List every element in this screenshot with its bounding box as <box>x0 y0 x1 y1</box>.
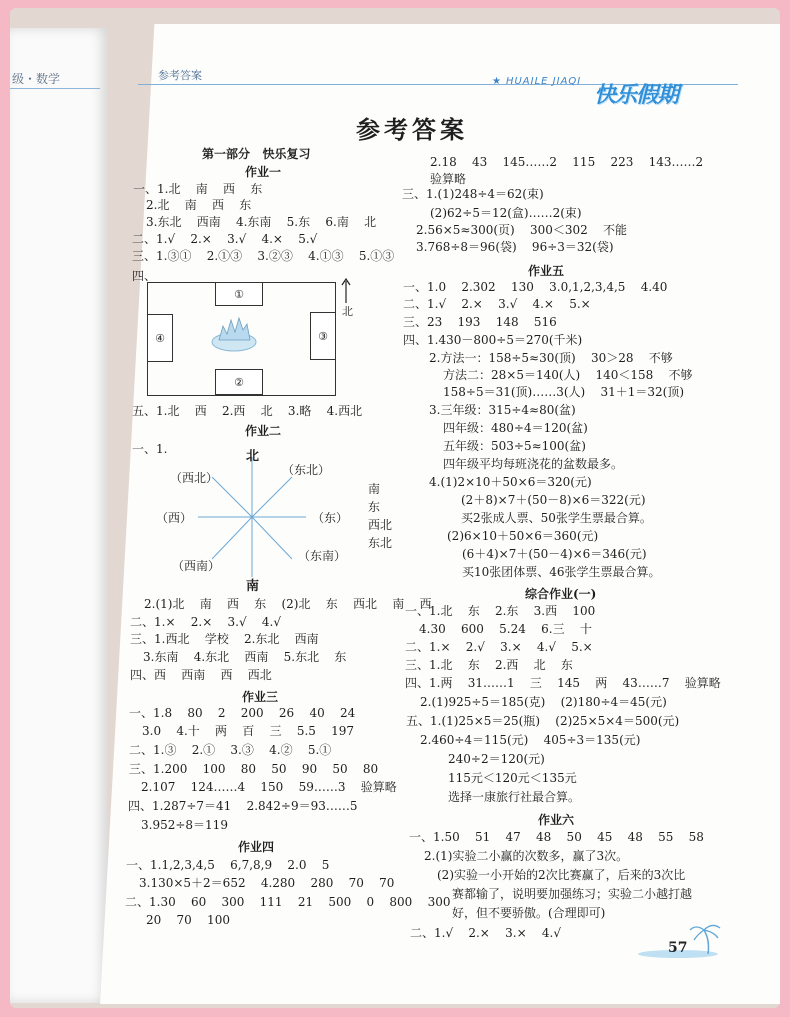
compass-east: （东） <box>312 511 349 525</box>
answer-line: 三、1.(1)248÷4＝62(束) <box>402 187 544 201</box>
answer-line: 2.18 43 145……2 115 223 143……2 <box>430 155 704 169</box>
answer-line: 2.460÷4＝115(元) 405÷3＝135(元) <box>420 733 641 747</box>
section-heading: 第一部分 快乐复习 <box>202 147 311 161</box>
answer-line: 三、1.北 东 2.西 北 东 <box>405 658 573 672</box>
answer-line: 20 70 100 <box>146 913 230 927</box>
answer-line: 选择一康旅行社最合算。 <box>448 790 581 804</box>
answer-line: 三、1.③① 2.①③ 3.②③ 4.①③ 5.①③ <box>132 249 395 263</box>
answer-line: 2.北 南 西 东 <box>146 198 252 212</box>
answer-line: 240÷2＝120(元) <box>448 752 545 766</box>
page-title: 参考答案 <box>356 115 468 144</box>
left-page-header: 级・数学 <box>12 72 61 86</box>
answer-line: (2)6×10＋50×6＝360(元) <box>447 529 599 543</box>
answer-line: 一、1. <box>132 442 168 456</box>
answer-line: 五、1.北 西 2.西 北 3.略 4.西北 <box>132 404 363 418</box>
answer-line: 四年级平均每班浇花的盆数最多。 <box>443 457 624 471</box>
palm-island-icon <box>638 920 738 960</box>
answer-line: 115元＜120元＜135元 <box>448 771 577 785</box>
answer-line: 3.952÷8＝119 <box>141 818 228 832</box>
answer-line: 一、1.8 80 2 200 26 40 24 <box>129 706 356 720</box>
fountain-icon <box>209 312 259 352</box>
answer-line: 一、1.1,2,3,4,5 6,7,8,9 2.0 5 <box>126 858 330 872</box>
field-box-right: ③ <box>310 312 336 360</box>
compass-south: 南 <box>246 579 260 594</box>
answer-line: (2)62÷5＝12(盒)……2(束) <box>430 206 582 220</box>
answer-line: 验算略 <box>430 172 467 186</box>
answer-line: 三、23 193 148 516 <box>403 315 557 329</box>
field-box-left: ④ <box>147 314 173 362</box>
answer-line: 好，但不要骄傲。(合理即可) <box>452 906 606 920</box>
answer-line: 二、1.× 2.√ 3.× 4.√ 5.× <box>405 640 593 654</box>
field-box-top: ① <box>215 282 263 306</box>
answer-line: 五、1.(1)25×5＝25(瓶) (2)25×5×4＝500(元) <box>406 714 680 728</box>
left-page <box>10 28 108 1003</box>
north-label: 北 <box>342 305 353 318</box>
compass-north: 北 <box>246 449 260 464</box>
answer-line: 三、1.200 100 80 50 90 50 80 <box>129 762 379 776</box>
answer-line: 2.(1)925÷5＝185(克) (2)180÷4＝45(元) <box>420 695 667 709</box>
answer-line: 买10张团体票、46张学生票最合算。 <box>462 565 661 579</box>
answer-line: 方法二：28×5＝140(人) 140＜158 不够 <box>443 368 693 382</box>
answer-line: 买2张成人票、50张学生票最合算。 <box>461 511 652 525</box>
answer-line: 四、西 西南 西 西北 <box>130 668 272 682</box>
brand-english-text: HUAILE JIAQI <box>505 76 582 87</box>
answer-line: 二、1.√ 2.× 3.√ 4.× 5.√ <box>132 232 318 246</box>
answer-line: 四、1.287÷7＝41 2.842÷9＝93……5 <box>128 799 358 813</box>
hw4-heading: 作业四 <box>238 840 275 854</box>
answer-line: 158÷5＝31(顶)……3(人) 31＋1＝32(顶) <box>443 385 685 399</box>
answer-line: 赛都输了，说明要加强练习；实验二小越打越 <box>452 887 693 901</box>
answer-line: 2.方法一：158÷5≈30(顶) 30＞28 不够 <box>429 351 673 365</box>
compass-se: （东南） <box>298 549 347 563</box>
answer-line: (2)实验一小开始的2次比赛赢了，后来的3次比 <box>437 868 686 882</box>
answer-line: 3.0 4.十 两 百 三 5.5 197 <box>142 724 355 738</box>
answer-line: 2.(1)北 南 西 东 (2)北 东 西北 南 西 <box>144 597 432 611</box>
answer-line: 一、1.50 51 47 48 50 45 48 55 58 <box>409 830 704 844</box>
answer-line: 四、1.430－800÷5＝270(千米) <box>403 333 583 347</box>
hw3-heading: 作业三 <box>242 690 279 704</box>
side-word: 南 <box>368 482 381 496</box>
star-icon: ★ <box>492 76 502 87</box>
answer-line: 二、1.√ 2.× 3.√ 4.× 5.× <box>403 297 591 311</box>
side-word: 东 <box>368 500 381 514</box>
answer-line: 五年级：503÷5≈100(盆) <box>443 439 586 453</box>
compass-ne: （东北） <box>282 463 331 477</box>
hw2-heading: 作业二 <box>245 424 282 438</box>
answer-line: 四、 <box>132 269 157 283</box>
hw5-heading: 作业五 <box>528 264 565 278</box>
answer-line: 三、1.西北 学校 2.东北 西南 <box>130 632 319 646</box>
answer-line: 2.(1)实验二小赢的次数多，赢了3次。 <box>424 849 629 863</box>
answer-line: (2＋8)×7＋(50－8)×6＝322(元) <box>461 493 646 507</box>
compass-nw: （西北） <box>170 471 219 485</box>
left-page-rule <box>10 88 100 89</box>
answer-line: 3.768÷8＝96(袋) 96÷3＝32(袋) <box>416 240 614 254</box>
answer-line: 二、1.√ 2.× 3.× 4.√ <box>410 926 561 940</box>
answer-line: (6＋4)×7＋(50－4)×6＝346(元) <box>462 547 647 561</box>
header-label: 参考答案 <box>158 69 202 82</box>
north-arrow-icon <box>340 278 352 304</box>
answer-line: 二、1.③ 2.① 3.③ 4.② 5.① <box>129 743 332 757</box>
answer-line: 二、1.× 2.× 3.√ 4.√ <box>130 615 281 629</box>
page-number: 57 <box>668 940 688 956</box>
answer-line: 3.三年级：315÷4≈80(盆) <box>429 403 576 417</box>
answer-line: 二、1.30 60 300 111 21 500 0 800 300 <box>125 895 451 909</box>
answer-line: 一、1.北 东 2.东 3.西 100 <box>405 604 596 618</box>
answer-line: 4.30 600 5.24 6.三 十 <box>419 622 592 636</box>
hw6-heading: 综合作业(一) <box>525 587 597 601</box>
answer-line: 一、1.0 2.302 130 3.0,1,2,3,4,5 4.40 <box>403 280 668 294</box>
field-box-bottom: ② <box>215 369 263 395</box>
hw1-heading: 作业一 <box>245 165 282 179</box>
answer-line: 3.东南 4.东北 西南 5.东北 东 <box>143 650 347 664</box>
answer-line: 四年级：480÷4＝120(盆) <box>443 421 588 435</box>
compass-west: （西） <box>156 511 193 525</box>
answer-line: 4.(1)2×10＋50×6＝320(元) <box>429 475 592 489</box>
side-word: 东北 <box>368 536 393 550</box>
answer-line: 2.107 124……4 150 59……3 验算略 <box>141 780 397 794</box>
answer-line: 一、1.北 南 西 东 <box>133 182 263 196</box>
answer-line: 3.130×5＋2＝652 4.280 280 70 70 <box>139 876 395 890</box>
answer-line: 2.56×5≈300(页) 300＜302 不能 <box>416 223 628 237</box>
hw7-heading: 作业六 <box>538 813 575 827</box>
brand-english <box>492 76 581 87</box>
brand-logo: 快乐假期 <box>594 83 679 108</box>
answer-line: 四、1.两 31……1 三 145 两 43……7 验算略 <box>405 676 721 690</box>
side-word: 西北 <box>368 518 393 532</box>
answer-line: 3.东北 西南 4.东南 5.东 6.南 北 <box>146 215 377 229</box>
compass-sw: （西南） <box>172 559 221 573</box>
